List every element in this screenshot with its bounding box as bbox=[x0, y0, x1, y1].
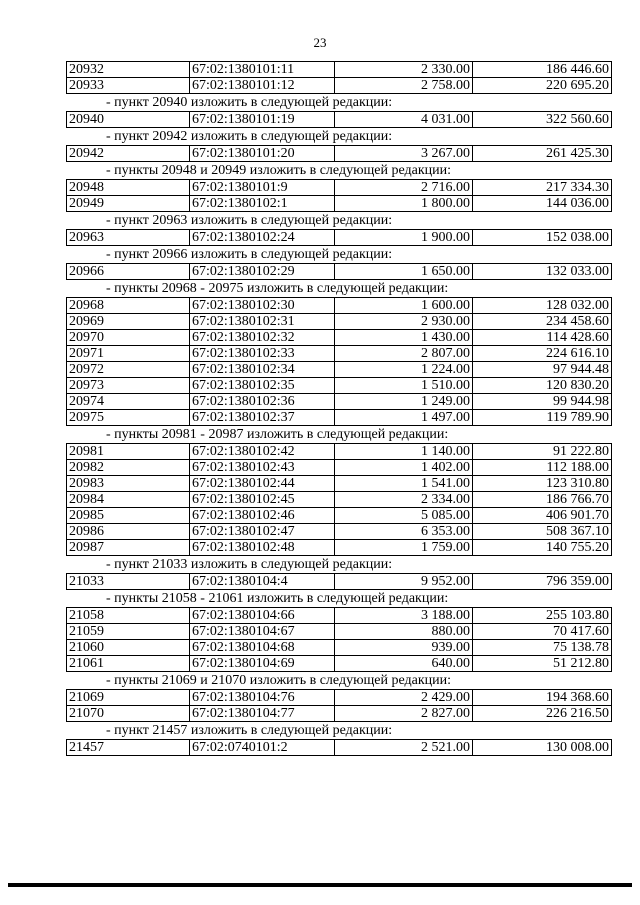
item-number-cell: 21069 bbox=[67, 690, 190, 706]
table-row bbox=[67, 476, 612, 492]
table-row bbox=[67, 78, 612, 94]
cadastral-number-cell: 67:02:1380102:37 bbox=[190, 410, 335, 426]
cadastral-number-cell: 67:02:1380102:29 bbox=[190, 264, 335, 280]
cadastral-number-cell: 67:02:1380102:30 bbox=[190, 298, 335, 314]
cadastral-number-cell: 67:02:1380102:33 bbox=[190, 346, 335, 362]
value-cell: 261 425.30 bbox=[473, 146, 612, 162]
area-cell: 3 188.00 bbox=[335, 608, 473, 624]
value-cell: 224 616.10 bbox=[473, 346, 612, 362]
table-row bbox=[67, 314, 612, 330]
item-number-cell: 20932 bbox=[67, 62, 190, 78]
value-cell: 140 755.20 bbox=[473, 540, 612, 556]
table-row bbox=[67, 146, 612, 162]
area-cell: 939.00 bbox=[335, 640, 473, 656]
area-cell: 640.00 bbox=[335, 656, 473, 672]
item-number-cell: 20966 bbox=[67, 264, 190, 280]
area-cell: 880.00 bbox=[335, 624, 473, 640]
area-cell: 3 267.00 bbox=[335, 146, 473, 162]
item-number-cell: 21457 bbox=[67, 740, 190, 756]
cadastral-number-cell: 67:02:1380101:19 bbox=[190, 112, 335, 128]
cadastral-number-cell: 67:02:1380104:67 bbox=[190, 624, 335, 640]
item-number-cell: 20981 bbox=[67, 444, 190, 460]
item-number-cell: 20949 bbox=[67, 196, 190, 212]
amendment-note: - пункт 20942 изложить в следующей редакции: bbox=[106, 129, 393, 144]
amendment-note: - пункты 21069 и 21070 изложить в следующей редакции: bbox=[106, 673, 452, 688]
table-row bbox=[67, 346, 612, 362]
area-cell: 2 827.00 bbox=[335, 706, 473, 722]
cadastral-number-cell: 67:02:0740101:2 bbox=[190, 740, 335, 756]
value-cell: 144 036.00 bbox=[473, 196, 612, 212]
data-table bbox=[66, 739, 612, 756]
value-cell: 132 033.00 bbox=[473, 264, 612, 280]
item-number-cell: 20948 bbox=[67, 180, 190, 196]
area-cell: 1 510.00 bbox=[335, 378, 473, 394]
data-table bbox=[66, 145, 612, 162]
table-row bbox=[67, 180, 612, 196]
area-cell: 1 759.00 bbox=[335, 540, 473, 556]
data-table bbox=[66, 607, 612, 672]
area-cell: 9 952.00 bbox=[335, 574, 473, 590]
value-cell: 186 446.60 bbox=[473, 62, 612, 78]
value-cell: 130 008.00 bbox=[473, 740, 612, 756]
area-cell: 4 031.00 bbox=[335, 112, 473, 128]
item-number-cell: 20963 bbox=[67, 230, 190, 246]
table-row bbox=[67, 706, 612, 722]
cadastral-number-cell: 67:02:1380102:24 bbox=[190, 230, 335, 246]
table-row bbox=[67, 624, 612, 640]
table-row bbox=[67, 540, 612, 556]
item-number-cell: 20982 bbox=[67, 460, 190, 476]
cadastral-number-cell: 67:02:1380102:1 bbox=[190, 196, 335, 212]
amendment-note: - пункты 20968 - 20975 изложить в следующей редакции: bbox=[106, 281, 449, 296]
area-cell: 2 716.00 bbox=[335, 180, 473, 196]
item-number-cell: 21058 bbox=[67, 608, 190, 624]
amendment-note: - пункты 20981 - 20987 изложить в следующей редакции: bbox=[106, 427, 449, 442]
table-row bbox=[67, 690, 612, 706]
document-body bbox=[66, 61, 612, 756]
item-number-cell: 20940 bbox=[67, 112, 190, 128]
item-number-cell: 20972 bbox=[67, 362, 190, 378]
footer-rule bbox=[8, 883, 632, 887]
item-number-cell: 21070 bbox=[67, 706, 190, 722]
area-cell: 1 249.00 bbox=[335, 394, 473, 410]
cadastral-number-cell: 67:02:1380102:45 bbox=[190, 492, 335, 508]
area-cell: 1 140.00 bbox=[335, 444, 473, 460]
area-cell: 5 085.00 bbox=[335, 508, 473, 524]
amendment-note: - пункты 20948 и 20949 изложить в следующей редакции: bbox=[106, 163, 452, 178]
data-table bbox=[66, 179, 612, 212]
amendment-note: - пункт 21033 изложить в следующей редакции: bbox=[106, 557, 393, 572]
cadastral-number-cell: 67:02:1380104:77 bbox=[190, 706, 335, 722]
item-number-cell: 20973 bbox=[67, 378, 190, 394]
cadastral-number-cell: 67:02:1380102:36 bbox=[190, 394, 335, 410]
value-cell: 322 560.60 bbox=[473, 112, 612, 128]
area-cell: 1 650.00 bbox=[335, 264, 473, 280]
item-number-cell: 20971 bbox=[67, 346, 190, 362]
value-cell: 217 334.30 bbox=[473, 180, 612, 196]
data-table bbox=[66, 229, 612, 246]
cadastral-number-cell: 67:02:1380102:43 bbox=[190, 460, 335, 476]
value-cell: 194 368.60 bbox=[473, 690, 612, 706]
area-cell: 1 497.00 bbox=[335, 410, 473, 426]
area-cell: 1 800.00 bbox=[335, 196, 473, 212]
area-cell: 1 402.00 bbox=[335, 460, 473, 476]
item-number-cell: 20970 bbox=[67, 330, 190, 346]
area-cell: 1 430.00 bbox=[335, 330, 473, 346]
value-cell: 97 944.48 bbox=[473, 362, 612, 378]
data-table bbox=[66, 443, 612, 556]
table-row bbox=[67, 394, 612, 410]
table-row bbox=[67, 330, 612, 346]
data-table bbox=[66, 111, 612, 128]
cadastral-number-cell: 67:02:1380101:9 bbox=[190, 180, 335, 196]
value-cell: 70 417.60 bbox=[473, 624, 612, 640]
area-cell: 1 224.00 bbox=[335, 362, 473, 378]
item-number-cell: 20975 bbox=[67, 410, 190, 426]
cadastral-number-cell: 67:02:1380102:48 bbox=[190, 540, 335, 556]
item-number-cell: 20968 bbox=[67, 298, 190, 314]
table-row bbox=[67, 640, 612, 656]
table-row bbox=[67, 492, 612, 508]
value-cell: 114 428.60 bbox=[473, 330, 612, 346]
area-cell: 6 353.00 bbox=[335, 524, 473, 540]
item-number-cell: 20983 bbox=[67, 476, 190, 492]
value-cell: 234 458.60 bbox=[473, 314, 612, 330]
table-row bbox=[67, 608, 612, 624]
value-cell: 99 944.98 bbox=[473, 394, 612, 410]
item-number-cell: 20974 bbox=[67, 394, 190, 410]
table-row bbox=[67, 444, 612, 460]
table-row bbox=[67, 740, 612, 756]
amendment-note: - пункты 21058 - 21061 изложить в следующей редакции: bbox=[106, 591, 449, 606]
table-row bbox=[67, 230, 612, 246]
table-row bbox=[67, 508, 612, 524]
item-number-cell: 21059 bbox=[67, 624, 190, 640]
table-row bbox=[67, 460, 612, 476]
cadastral-number-cell: 67:02:1380104:4 bbox=[190, 574, 335, 590]
table-row bbox=[67, 196, 612, 212]
item-number-cell: 20969 bbox=[67, 314, 190, 330]
cadastral-number-cell: 67:02:1380101:12 bbox=[190, 78, 335, 94]
area-cell: 2 807.00 bbox=[335, 346, 473, 362]
value-cell: 91 222.80 bbox=[473, 444, 612, 460]
data-table bbox=[66, 61, 612, 94]
value-cell: 796 359.00 bbox=[473, 574, 612, 590]
table-row bbox=[67, 656, 612, 672]
item-number-cell: 21033 bbox=[67, 574, 190, 590]
value-cell: 51 212.80 bbox=[473, 656, 612, 672]
amendment-note: - пункт 20966 изложить в следующей редакции: bbox=[106, 247, 393, 262]
item-number-cell: 20942 bbox=[67, 146, 190, 162]
table-row bbox=[67, 264, 612, 280]
data-table bbox=[66, 297, 612, 426]
cadastral-number-cell: 67:02:1380102:34 bbox=[190, 362, 335, 378]
value-cell: 406 901.70 bbox=[473, 508, 612, 524]
table-row bbox=[67, 410, 612, 426]
amendment-note: - пункт 20940 изложить в следующей редакции: bbox=[106, 95, 393, 110]
value-cell: 220 695.20 bbox=[473, 78, 612, 94]
item-number-cell: 20985 bbox=[67, 508, 190, 524]
area-cell: 2 930.00 bbox=[335, 314, 473, 330]
cadastral-number-cell: 67:02:1380101:20 bbox=[190, 146, 335, 162]
value-cell: 255 103.80 bbox=[473, 608, 612, 624]
item-number-cell: 20986 bbox=[67, 524, 190, 540]
value-cell: 128 032.00 bbox=[473, 298, 612, 314]
cadastral-number-cell: 67:02:1380102:47 bbox=[190, 524, 335, 540]
cadastral-number-cell: 67:02:1380102:42 bbox=[190, 444, 335, 460]
cadastral-number-cell: 67:02:1380102:44 bbox=[190, 476, 335, 492]
cadastral-number-cell: 67:02:1380104:69 bbox=[190, 656, 335, 672]
value-cell: 119 789.90 bbox=[473, 410, 612, 426]
value-cell: 152 038.00 bbox=[473, 230, 612, 246]
value-cell: 186 766.70 bbox=[473, 492, 612, 508]
table-row bbox=[67, 62, 612, 78]
item-number-cell: 20987 bbox=[67, 540, 190, 556]
cadastral-number-cell: 67:02:1380104:68 bbox=[190, 640, 335, 656]
value-cell: 508 367.10 bbox=[473, 524, 612, 540]
item-number-cell: 21060 bbox=[67, 640, 190, 656]
cadastral-number-cell: 67:02:1380101:11 bbox=[190, 62, 335, 78]
table-row bbox=[67, 362, 612, 378]
table-row bbox=[67, 524, 612, 540]
cadastral-number-cell: 67:02:1380102:46 bbox=[190, 508, 335, 524]
value-cell: 112 188.00 bbox=[473, 460, 612, 476]
table-row bbox=[67, 112, 612, 128]
cadastral-number-cell: 67:02:1380102:32 bbox=[190, 330, 335, 346]
area-cell: 1 900.00 bbox=[335, 230, 473, 246]
item-number-cell: 21061 bbox=[67, 656, 190, 672]
value-cell: 120 830.20 bbox=[473, 378, 612, 394]
area-cell: 2 429.00 bbox=[335, 690, 473, 706]
area-cell: 2 330.00 bbox=[335, 62, 473, 78]
table-row bbox=[67, 574, 612, 590]
page-number: 23 bbox=[313, 35, 327, 50]
cadastral-number-cell: 67:02:1380104:66 bbox=[190, 608, 335, 624]
data-table bbox=[66, 689, 612, 722]
item-number-cell: 20933 bbox=[67, 78, 190, 94]
item-number-cell: 20984 bbox=[67, 492, 190, 508]
area-cell: 2 521.00 bbox=[335, 740, 473, 756]
data-table bbox=[66, 573, 612, 590]
cadastral-number-cell: 67:02:1380102:35 bbox=[190, 378, 335, 394]
cadastral-number-cell: 67:02:1380102:31 bbox=[190, 314, 335, 330]
data-table bbox=[66, 263, 612, 280]
value-cell: 75 138.78 bbox=[473, 640, 612, 656]
area-cell: 2 758.00 bbox=[335, 78, 473, 94]
area-cell: 1 600.00 bbox=[335, 298, 473, 314]
value-cell: 226 216.50 bbox=[473, 706, 612, 722]
area-cell: 2 334.00 bbox=[335, 492, 473, 508]
value-cell: 123 310.80 bbox=[473, 476, 612, 492]
cadastral-number-cell: 67:02:1380104:76 bbox=[190, 690, 335, 706]
amendment-note: - пункт 20963 изложить в следующей редакции: bbox=[106, 213, 393, 228]
table-row bbox=[67, 298, 612, 314]
table-row bbox=[67, 378, 612, 394]
area-cell: 1 541.00 bbox=[335, 476, 473, 492]
amendment-note: - пункт 21457 изложить в следующей редакции: bbox=[106, 723, 393, 738]
